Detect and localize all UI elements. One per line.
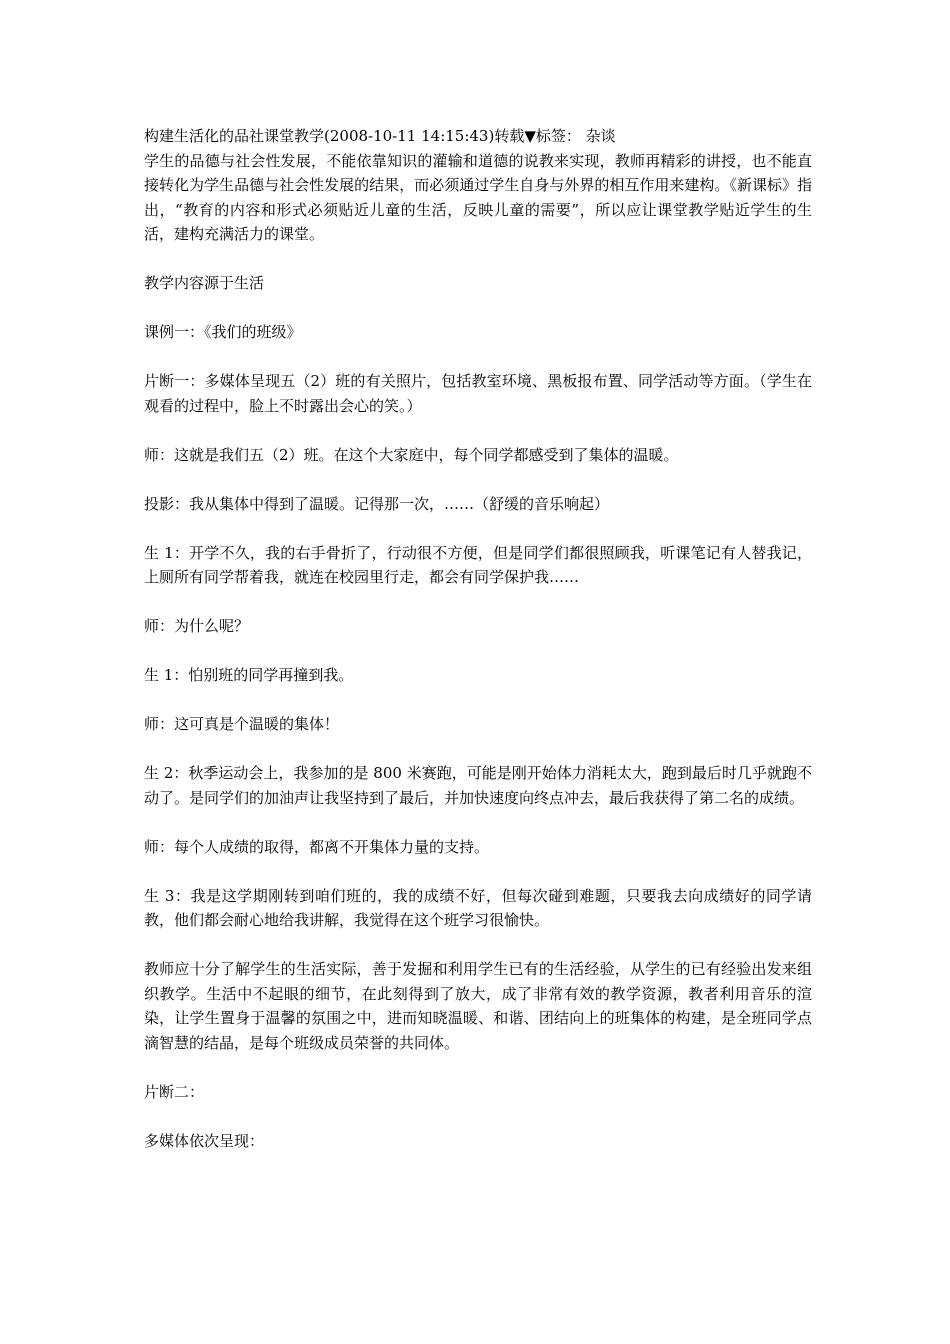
paragraph: 生 1：怕别班的同学再撞到我。 [144,666,354,684]
paragraph: 片断二： [144,1082,205,1101]
paragraph: 投影：我从集体中得到了温暖。记得那一次，……（舒缓的音乐响起） [144,494,610,513]
paragraph: 生 1：开学不久，我的右手骨折了，行动很不方便，但是同学们都很照顾我，听课笔记有人替我记，上厕所有同学帮着我，就连在校园里行走，都会有同学保护我…… [144,543,812,586]
paragraph: 师：这就是我们五（2）班。在这个大家庭中，每个同学都感受到了集体的温暖。 [144,445,679,464]
paragraph: 师：为什么呢？ [144,617,250,635]
lesson-title: 课例一：《我们的班级》 [144,323,302,341]
paragraph: 师：每个人成绩的取得，都离不开集体力量的支持。 [144,837,490,856]
paragraph: 片断一：多媒体呈现五（2）班的有关照片，包括教室环境、黑板报布置、同学活动等方面。（学生在观看的过程中，脸上不时露出会心的笑。） [144,372,812,415]
paragraph: 生 2：秋季运动会上，我参加的是 800 米赛跑，可能是刚开始体力消耗太大，跑到最后时几乎就跑不动了。是同学们的加油声让我坚持到了最后，并加快速度向终点冲去，最后我获得了第二名的成绩。 [144,764,812,807]
paragraph: 生 3：我是这学期刚转到咱们班的，我的成绩不好，但每次碰到难题，只要我去向成绩好的同学请教，他们都会耐心地给我讲解，我觉得在这个班学习很愉快。 [144,886,812,929]
paragraph: 教师应十分了解学生的生活实际，善于发掘和利用学生已有的生活经验，从学生的已有经验出发来组织教学。生活中不起眼的细节，在此刻得到了放大，成了非常有效的教学资源，教者利用音乐的渲染，让学生置身于温馨的氛围之中，进而知晓温暖、和谐、团结向上的班集体的构建，是全班同学点滴智慧的结晶，是每个班级成员荣誉的共同体。 [144,960,812,1052]
document-body [144,124,812,1178]
paragraph: 多媒体依次呈现： [144,1131,265,1150]
article-header: 构建生活化的品社课堂教学(2008-10-11 14:15:43)转载▼标签： 杂谈 [144,127,616,145]
intro-paragraph: 学生的品德与社会性发展，不能依靠知识的灌输和道德的说教来实现，教师再精彩的讲授，也不能直接转化为学生品德与社会性发展的结果，而必须通过学生自身与外界的相互作用来建构。《新课标》指出，“教育的内容和形式必须贴近儿童的生活，反映儿童的需要”，所以应让课堂教学贴近学生的生活，建构充满活力的课堂。 [144,151,812,243]
paragraph: 师：这可真是个温暖的集体！ [144,715,340,733]
section-heading: 教学内容源于生活 [144,274,265,292]
